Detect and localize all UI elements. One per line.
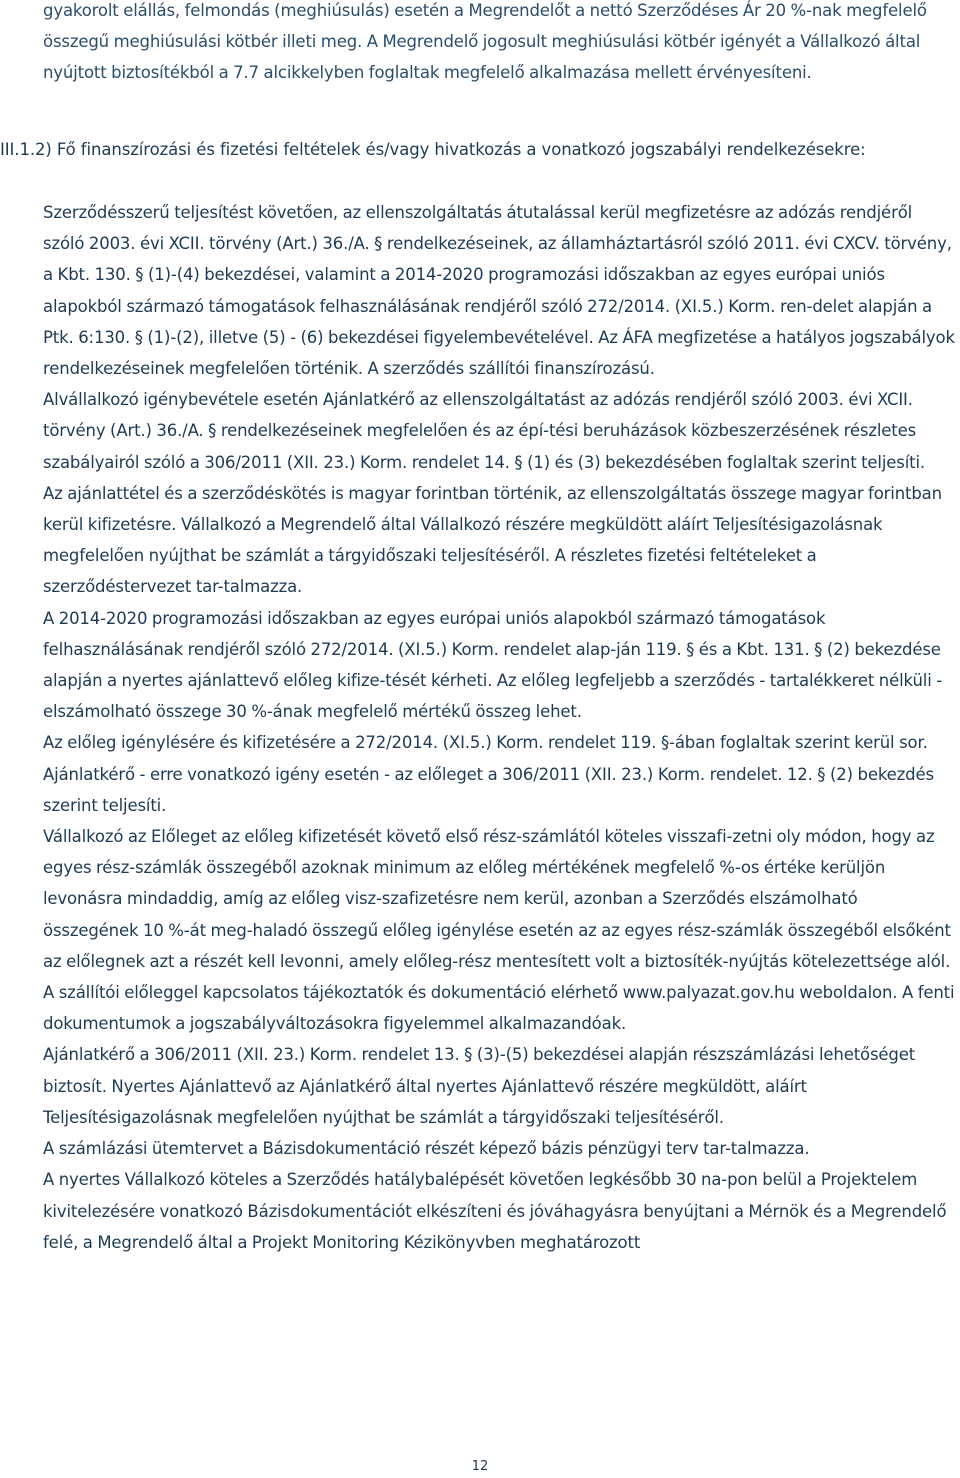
intro-paragraph: gyakorolt elállás, felmondás (meghiúsulás) esetén a Megrendelőt a nettó Szerződéses Ár 20 %-nak megfelelő összegű meghiúsulási kötbér illeti meg. A Megrendelő jogosult meghiúsulási kötbér igényét a Vállalkozó által nyújtott biztosítékból a 7.7 alcikkelyben foglaltak megfelelő alkalmazása mellett érvényesíteni. bbox=[43, 1, 927, 83]
paragraph-supplier-advance-info: A szállítói előleggel kapcsolatos tájékoztatók és dokumentáció elérhető www.palyazat.gov.hu weboldalon. A fenti dokumentumok a jogszabályváltozásokra figyelemmel alkalmazandóak. bbox=[43, 983, 955, 1034]
paragraph-base-documentation: A nyertes Vállalkozó köteles a Szerződés hatálybalépését követően legkésőbb 30 na-pon belül a Projektelem kivitelezésére vonatkozó Bázisdokumentációt elkészíteni és jóváhagyásra benyújtani a Mérnök és a Megrendelő felé, a Megrendelő által a Projekt Monitoring Kézikönyvben meghatározott bbox=[43, 1170, 947, 1252]
paragraph-invoicing-schedule: A számlázási ütemtervet a Bázisdokumentáció részét képező bázis pénzügyi terv tar-talmazza. bbox=[43, 1139, 810, 1159]
paragraph-subcontractor: Alvállalkozó igénybevétele esetén Ajánlatkérő az ellenszolgáltatást az adózás rendjéről szóló 2003. évi XCII. törvény (Art.) 36./A. § rendelkezéseinek megfelelően és az épí-tési beruházások közbeszerzésének részletes szabályairól szóló a 306/2011 (XII. 23.) Korm. rendelet 14. § (1) és (3) bekezdésében foglaltak szerint teljesíti. bbox=[43, 390, 926, 472]
page-number: 12 bbox=[471, 1459, 489, 1474]
paragraph-payment-terms: Szerződésszerű teljesítést követően, az ellenszolgáltatás átutalással kerül megfizetésre az adózás rendjéről szóló 2003. évi XCII. törvény (Art.) 36./A. § rendelkezéseinek, az államháztartásról szóló 2011. évi CXCV. törvény, a Kbt. 130. § (1)-(4) bekezdései, valamint a 2014-2020 programozási időszakban az egyes európai uniós alapokból származó támogatások felhasználásának rendjéről szóló 272/2014. (XI.5.) Korm. ren-delet alapján a Ptk. 6:130. § (1)-(2), illetve (5) - (6) bekezdései figyelembevételével. Az ÁFA megfizetése a hatályos jogszabályok rendelkezéseinek megfelelően történik. A szerződés szállítói finanszírozású. bbox=[43, 203, 955, 379]
paragraph-currency: Az ajánlattétel és a szerződéskötés is magyar forintban történik, az ellenszolgáltatás összege magyar forintban kerül kifizetésre. Vállalkozó a Megrendelő által Vállalkozó részére megküldött aláírt Teljesítésigazolásnak megfelelően nyújthat be számlát a tárgyidőszaki teljesítéséről. A részletes fizetési feltételeket a szerződéstervezet tar-talmazza. bbox=[43, 483, 942, 597]
section-heading: III.1.2) Fő finanszírozási és fizetési feltételek és/vagy hivatkozás a vonatkozó jogszabályi rendelkezésekre: bbox=[0, 140, 866, 159]
paragraph-advance-request: Az előleg igénylésére és kifizetésére a 272/2014. (XI.5.) Korm. rendelet 119. §-ában foglaltak szerint kerül sor. Ajánlatkérő - erre vonatkozó igény esetén - az előleget a 306/2011 (XII. 23.) Korm. rendelet. 12. § (2) bekezdés szerint teljesíti. bbox=[43, 733, 934, 815]
paragraph-advance-repayment: Vállalkozó az Előleget az előleg kifizetését követő első rész-számlától köteles visszafi-zetni oly módon, hogy az egyes rész-számlák összegéből azoknak minimum az előleg mértékének megfelelő %-os értéke kerüljön levonásra mindaddig, amíg az előleg visz-szafizetésre nem kerül, azonban a Szerződés elszámolható összegének 10 %-át meg-haladó összegű előleg igénylése esetén az az egyes rész-számlák összegéből elsőként az előlegnek azt a részét kell levonni, amely előleg-rész mentesített volt a biztosíték-nyújtás kötelezettsége alól. bbox=[43, 827, 951, 971]
paragraph-partial-invoicing: Ajánlatkérő a 306/2011 (XII. 23.) Korm. rendelet 13. § (3)-(5) bekezdései alapján részszámlázási lehetőséget biztosít. Nyertes Ajánlattevő az Ajánlatkérő által nyertes Ajánlattevő részére megküldött, aláírt Teljesítésigazolásnak megfelelően nyújthat be számlát a tárgyidőszaki teljesítéséről. bbox=[43, 1045, 916, 1127]
section-body bbox=[43, 197, 957, 1258]
paragraph-advance-payment: A 2014-2020 programozási időszakban az egyes európai uniós alapokból származó támogatások felhasználásának rendjéről szóló 272/2014. (XI.5.) Korm. rendelet alap-ján 119. § és a Kbt. 131. § (2) bekezdése alapján a nyertes ajánlattevő előleg kifize-tését kérheti. Az előleg legfeljebb a szerződés - tartalékkeret nélküli - elszámolható összege 30 %-ának megfelelő mértékű összeg lehet. bbox=[43, 608, 943, 722]
